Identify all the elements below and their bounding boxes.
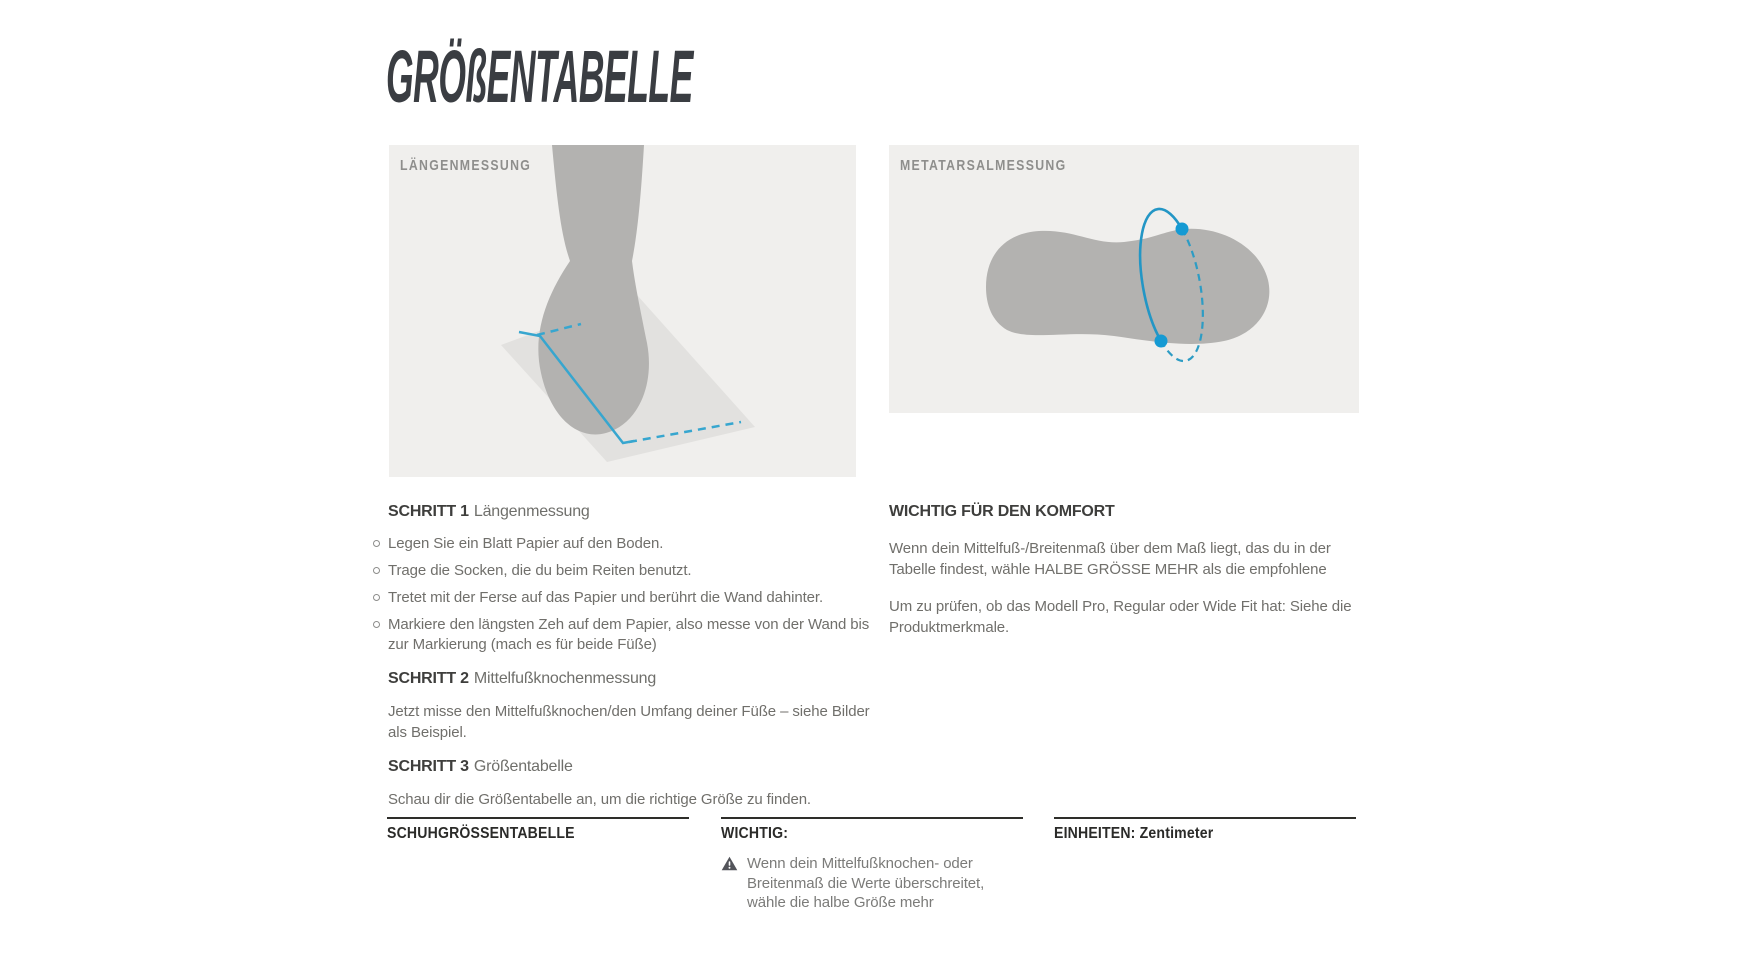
foot-outline-shape <box>986 229 1269 344</box>
bullet-circle-icon <box>373 567 380 574</box>
steps-column <box>388 502 888 810</box>
warning-text: Wenn dein Mittelfußknochen- oder Breitenmaß die Werte überschreitet, wähle die halbe Größe mehr <box>747 855 985 911</box>
step1-title: Längenmessung <box>473 503 590 520</box>
comfort-paragraph-2: Um zu prüfen, ob das Modell Pro, Regular oder Wide Fit hat: Siehe die Produktmerkmale. <box>889 598 1352 636</box>
metatarsal-panel-label: METATARSALMESSUNG <box>900 157 1067 174</box>
comfort-paragraph-1: Wenn dein Mittelfuß-/Breitenmaß über dem Maß liegt, das du in der Tabelle findest, wähle HALBE GRÖSSE MEHR als die empfohlene <box>889 540 1331 578</box>
metatarsal-measurement-illustration <box>889 145 1359 413</box>
list-item: Tretet mit der Ferse auf das Papier und berührt die Wand dahinter. <box>388 588 888 608</box>
length-measurement-illustration <box>389 145 856 477</box>
units-label: EINHEITEN: Zentimeter <box>1054 825 1214 842</box>
comfort-column <box>889 502 1369 638</box>
step3-label: SCHRITT 3 <box>388 758 469 775</box>
step2-heading <box>388 669 888 689</box>
footer-section <box>387 817 1357 947</box>
size-table-label: SCHUHGRÖSSENTABELLE <box>387 825 575 842</box>
page-title: GRÖßENTABELLE <box>386 35 693 118</box>
important-label: WICHTIG: <box>721 825 789 842</box>
bullet-circle-icon <box>373 621 380 628</box>
girth-dot-bottom <box>1155 335 1168 348</box>
comfort-heading: WICHTIG FÜR DEN KOMFORT <box>889 503 1115 520</box>
footer-col-units <box>1054 817 1356 843</box>
step3-paragraph: Schau dir die Größentabelle an, um die richtige Größe zu finden. <box>388 791 811 808</box>
footer-col-important <box>721 817 1023 913</box>
step1-label: SCHRITT 1 <box>388 503 469 520</box>
step1-heading <box>388 502 888 522</box>
bullet-circle-icon <box>373 540 380 547</box>
length-measurement-panel <box>389 145 856 477</box>
bullet-circle-icon <box>373 594 380 601</box>
foot-silhouette-shape <box>538 145 649 434</box>
step2-label: SCHRITT 2 <box>388 670 469 687</box>
step3-title: Größentabelle <box>473 758 573 775</box>
list-item: Markiere den längsten Zeh auf dem Papier, also messe von der Wand bis zur Markierung (mach es für beide Füße) <box>388 615 888 655</box>
warning-note <box>721 854 1023 913</box>
list-item: Trage die Socken, die du beim Reiten benutzt. <box>388 561 888 581</box>
length-panel-label: LÄNGENMESSUNG <box>400 157 532 174</box>
metatarsal-measurement-panel <box>889 145 1359 413</box>
girth-dot-top <box>1176 223 1189 236</box>
footer-col-size-table <box>387 817 689 843</box>
step3-heading <box>388 757 888 777</box>
list-item: Legen Sie ein Blatt Papier auf den Boden. <box>388 534 888 554</box>
step2-paragraph: Jetzt misse den Mittelfußknochen/den Umfang deiner Füße – siehe Bilder als Beispiel. <box>388 703 870 741</box>
step2-title: Mittelfußknochenmessung <box>473 670 657 687</box>
step1-bullet-list <box>388 534 888 655</box>
warning-triangle-icon <box>721 856 738 871</box>
